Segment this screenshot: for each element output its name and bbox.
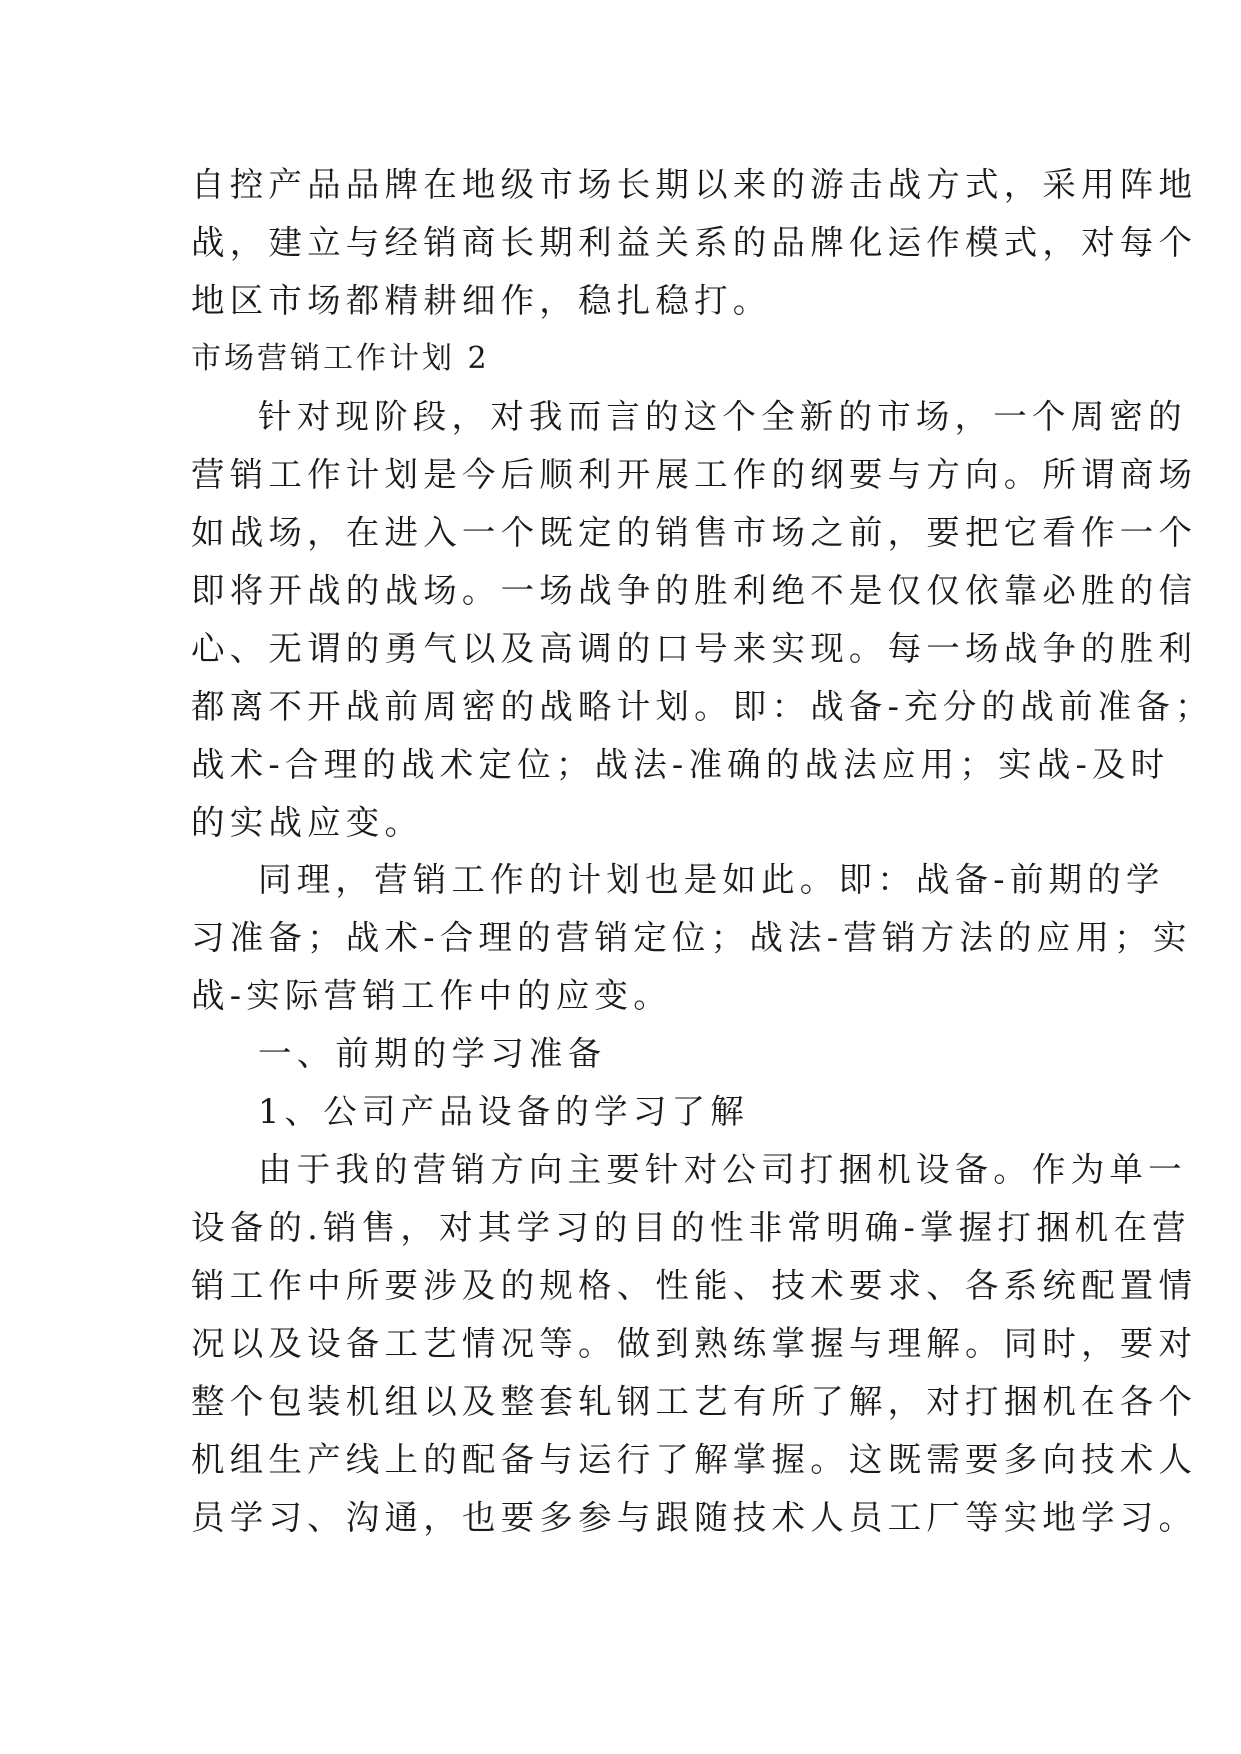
paragraph-line: 心、无谓的勇气以及高调的口号来实现。每一场战争的胜利 — [191, 629, 1198, 668]
paragraph-line: 况以及设备工艺情况等。做到熟练掌握与理解。同时，要对 — [191, 1324, 1198, 1363]
paragraph-line: 针对现阶段，对我而言的这个全新的市场，一个周密的 — [258, 397, 1187, 436]
paragraph-line: 都离不开战前周密的战略计划。即：战备-充分的战前准备； — [191, 687, 1214, 726]
paragraph-line: 地区市场都精耕细作，稳扎稳打。 — [191, 281, 772, 320]
paragraph-line: 战术-合理的战术定位；战法-准确的战法应用；实战-及时 — [191, 745, 1170, 784]
paragraph-line: 整个包装机组以及整套轧钢工艺有所了解，对打捆机在各个 — [191, 1382, 1198, 1421]
paragraph-line: 由于我的营销方向主要针对公司打捆机设备。作为单一 — [258, 1150, 1187, 1189]
paragraph-2 — [191, 388, 1214, 852]
paragraph-1 — [191, 156, 1198, 330]
paragraph-line: 习准备；战术-合理的营销定位；战法-营销方法的应用；实 — [191, 918, 1192, 957]
paragraph-line: 设备的.销售，对其学习的目的性非常明确-掌握打捆机在营 — [191, 1208, 1191, 1247]
paragraph-line: 机组生产线上的配备与运行了解掌握。这既需要多向技术人 — [191, 1440, 1198, 1479]
heading-2: 1、公司产品设备的学习了解 — [258, 1092, 749, 1131]
paragraph-4 — [191, 1141, 1198, 1547]
heading-1: 一、前期的学习准备 — [258, 1034, 607, 1073]
paragraph-line: 的实战应变。 — [191, 803, 424, 842]
paragraph-line: 战，建立与经销商长期利益关系的品牌化运作模式，对每个 — [191, 223, 1198, 262]
paragraph-line: 员学习、沟通，也要多参与跟随技术人员工厂等实地学习。 — [191, 1498, 1198, 1537]
paragraph-line: 营销工作计划是今后顺利开展工作的纲要与方向。所谓商场 — [191, 455, 1198, 494]
paragraph-line: 即将开战的战场。一场战争的胜利绝不是仅仅依靠必胜的信 — [191, 571, 1198, 610]
paragraph-line: 自控产品品牌在地级市场长期以来的游击战方式，采用阵地 — [191, 165, 1198, 204]
paragraph-line: 销工作中所要涉及的规格、性能、技术要求、各系统配置情 — [191, 1266, 1198, 1305]
section-title: 市场营销工作计划 2 — [191, 341, 490, 376]
paragraph-line: 如战场，在进入一个既定的销售市场之前，要把它看作一个 — [191, 513, 1198, 552]
paragraph-3 — [191, 851, 1192, 1025]
paragraph-line: 战-实际营销工作中的应变。 — [191, 976, 672, 1015]
paragraph-line: 同理，营销工作的计划也是如此。即：战备-前期的学 — [258, 860, 1165, 899]
